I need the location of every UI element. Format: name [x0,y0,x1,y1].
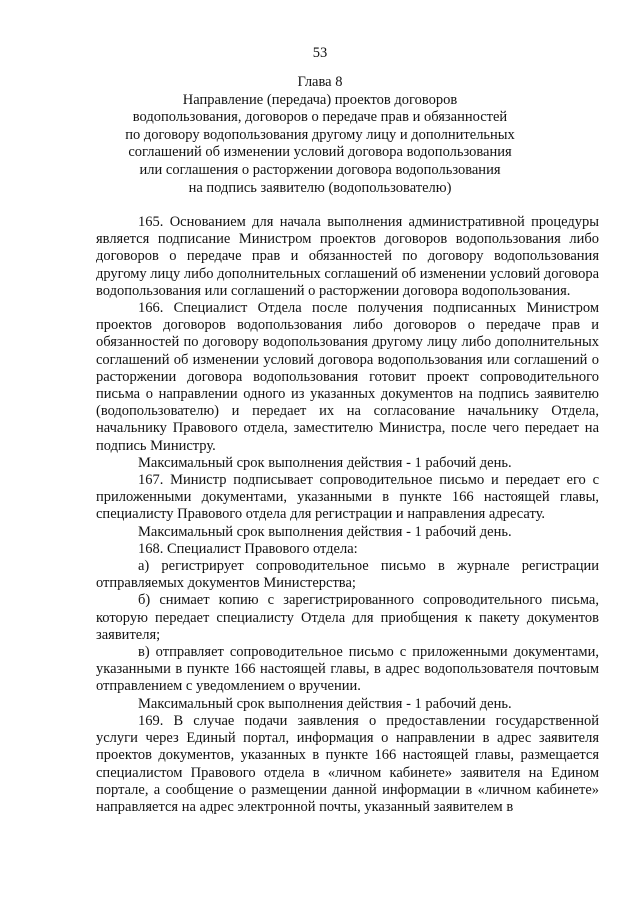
chapter-title-line: на подпись заявителю (водопользователю) [188,179,452,196]
chapter-title-line: или соглашения о расторжении договора водопользования [139,161,501,178]
document-body [96,214,599,816]
list-item-b: б) снимает копию с зарегистрированного сопроводительного письма, которую передает специалисту Отдела для приобщения к пакету документов заявителя; [96,592,599,643]
list-item-v: в) отправляет сопроводительное письмо с приложенными документами, указанными в пункте 166 настоящей главы, в адрес водопользователя почтовым отправлением с уведомлением о вручении. [96,644,599,695]
chapter-label: Глава 8 [297,74,343,90]
paragraph-165: 165. Основанием для начала выполнения административной процедуры является подписание Министром проектов договоров водопользования либо договоров о передаче прав и обязанностей по договору водопользования другому лицу либо дополнительных соглашений об изменении условий договора водопользования или соглашений о расторжении договора водопользования. [96,214,600,299]
chapter-title-line: водопользования, договоров о передаче прав и обязанностей [132,109,508,126]
list-item-a: а) регистрирует сопроводительное письмо в журнале регистрации отправляемых документов Министерства; [96,558,599,592]
paragraph-166: 166. Специалист Отдела после получения подписанных Министром проектов договоров водопользования либо договоров о передаче прав и обязанностей по договору водопользования другому лицу либо дополнительных соглашений об изменении условий договора водопользования или соглашений о расторжении договора водопользования готовит проект сопроводительного письма о направлении одного из указанных документов на подпись заявителю (водопользователю) и передает их на согласование начальнику Отдела, начальнику Правового отдела, заместителю Министра, после чего передает на подпись Министру. [96,300,599,454]
page-number: 53 [312,45,328,61]
deadline-note: Максимальный срок выполнения действия - 1 рабочий день. [138,523,512,540]
chapter-title-line: по договору водопользования другому лицу и дополнительных [125,126,515,143]
chapter-heading [100,74,540,197]
paragraph-169: 169. В случае подачи заявления о предоставлении государственной услуги через Единый портал, информация о направлении в адрес заявителя проектов документов, указанных в пункте 166 настоящей главы, размещается специалистом Правового отдела в «личном кабинете» заявителя на Едином портале, а сообщение о размещении данной информации в «личном кабинете» направляется на адрес электронной почты, указанный заявителем в [96,712,599,815]
deadline-note: Максимальный срок выполнения действия - 1 рабочий день. [138,695,512,712]
deadline-note: Максимальный срок выполнения действия - 1 рабочий день. [138,454,512,471]
paragraph-168: 168. Специалист Правового отдела: [138,540,358,557]
paragraph-167: 167. Министр подписывает сопроводительное письмо и передает его с приложенными документами, указанными в пункте 166 настоящей главы, специалисту Правового отдела для регистрации и направления адресату. [96,472,599,523]
chapter-title-line: Направление (передача) проектов договоров [182,91,458,108]
chapter-title-line: соглашений об изменении условий договора водопользования [128,144,512,161]
